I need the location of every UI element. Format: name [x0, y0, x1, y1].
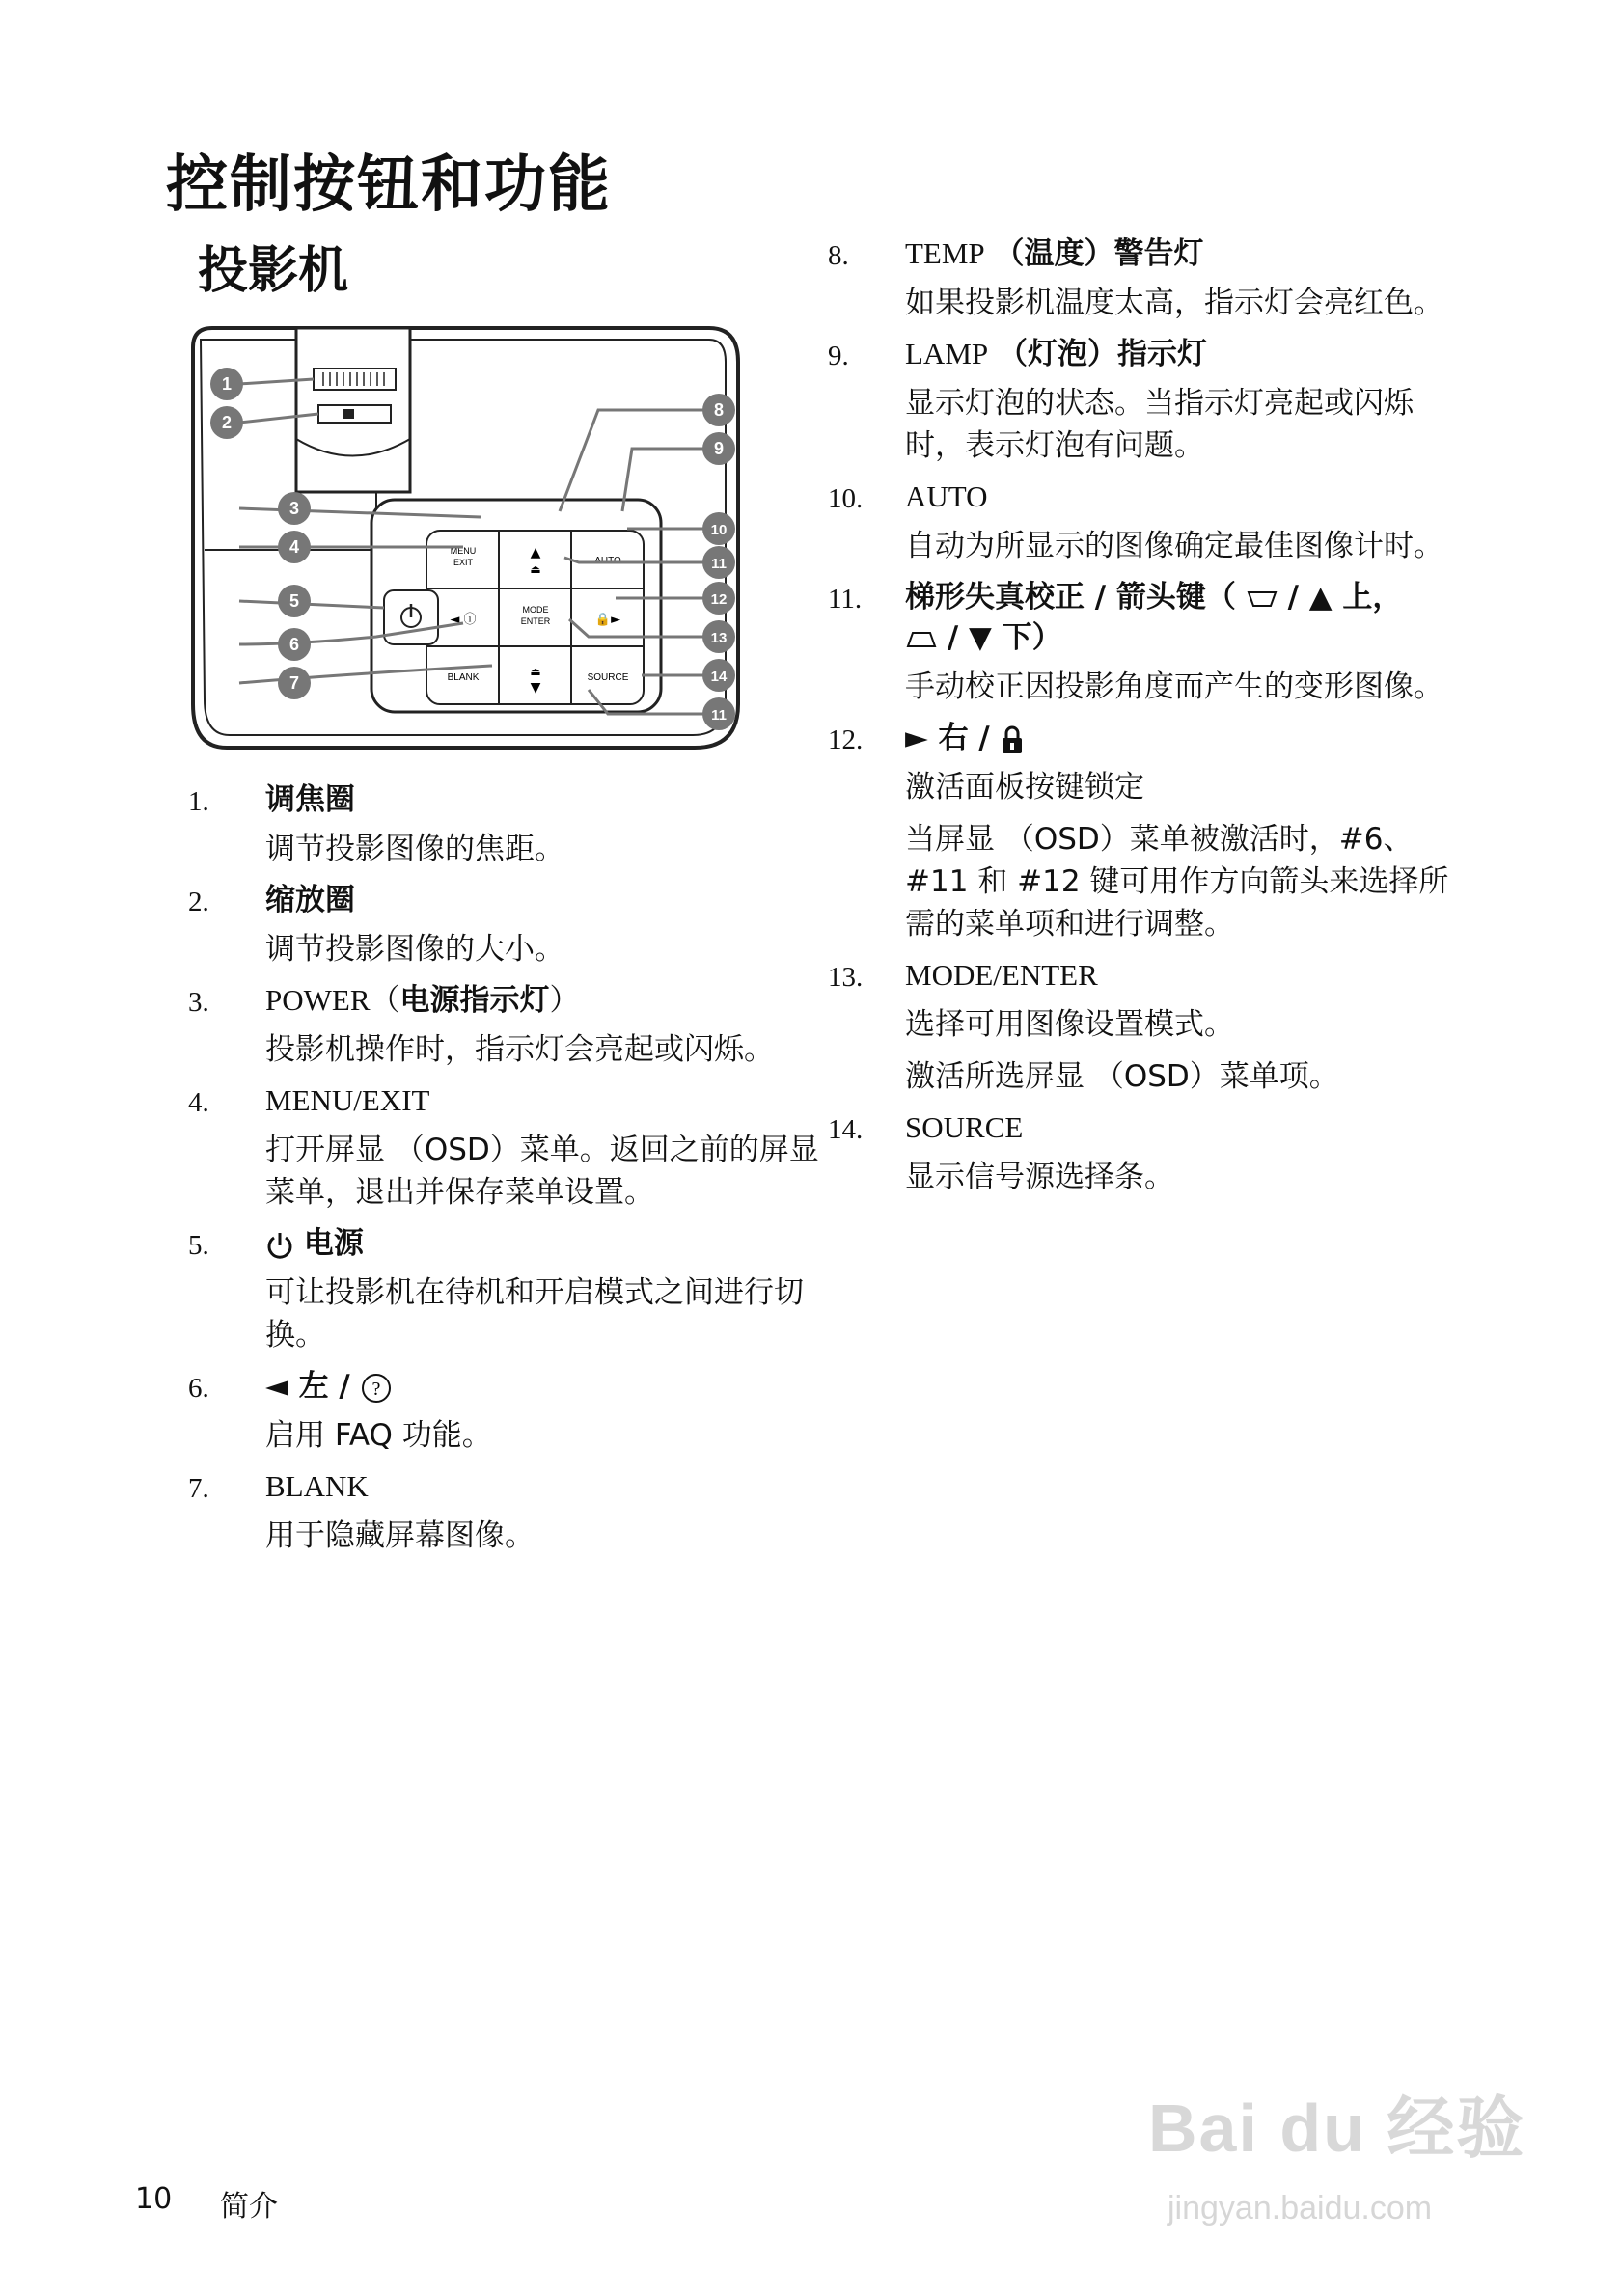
zoom-ring — [318, 405, 391, 423]
baidu-watermark — [1148, 2074, 1553, 2248]
left-column — [188, 779, 825, 1567]
auto-key-label: AUTO — [594, 556, 621, 566]
svg-text:▼: ▼ — [530, 680, 541, 696]
svg-text:11: 11 — [711, 556, 727, 572]
svg-text:4: 4 — [288, 537, 300, 557]
list-item: 8. TEMP （温度）警告灯 如果投影机温度太高，指示灯会亮红色。 — [828, 236, 1443, 320]
list-item: 13. MODE/ENTER 选择可用图像设置模式。 激活所选屏显 （OSD）菜单项。 — [828, 958, 1339, 1094]
keystone-up-icon — [1246, 588, 1278, 610]
svg-text:7: 7 — [288, 673, 300, 693]
menu-key-label: MENU — [450, 546, 477, 556]
lock-icon — [1000, 724, 1025, 755]
svg-text:9: 9 — [713, 439, 725, 458]
source-key-label: SOURCE — [587, 672, 629, 683]
svg-text:13: 13 — [710, 630, 728, 646]
list-item: 7. BLANK 用于隐藏屏幕图像。 — [188, 1469, 535, 1553]
svg-text:5: 5 — [288, 591, 300, 611]
svg-text:8: 8 — [713, 400, 725, 420]
svg-text:11: 11 — [711, 707, 727, 724]
list-item: 3. POWER（电源指示灯） 投影机操作时，指示灯会亮起或闪烁。 — [188, 983, 774, 1067]
svg-text:⏏: ⏏ — [530, 665, 541, 678]
list-item: 1. 调焦圈 调节投影图像的焦距。 — [188, 782, 564, 866]
watermark-url: jingyan.baidu.com — [1168, 2190, 1433, 2227]
keystone-down-icon — [905, 629, 938, 650]
svg-text:3: 3 — [288, 499, 300, 518]
power-icon — [265, 1231, 294, 1260]
svg-text:⏏: ⏏ — [530, 562, 541, 576]
svg-text:10: 10 — [710, 522, 728, 538]
section-title: 投影机 — [198, 242, 349, 300]
list-item: 2. 缩放圈 调节投影图像的大小。 — [188, 883, 564, 967]
right-column — [828, 233, 1465, 1208]
faq-help-icon — [360, 1372, 393, 1405]
list-item: 9. LAMP （灯泡）指示灯 显示灯泡的状态。当指示灯亮起或闪烁时，表示灯泡有问题。 — [828, 337, 1414, 463]
list-item: 12. ► 右 / 激活面板按键锁定 当屏显 （OSD）菜单被激活时，#6、#11 和 #12 键可用作方向箭头来选择所需的菜单项和进行调整。 — [828, 721, 1449, 942]
svg-text:◄ ⓘ: ◄ ⓘ — [450, 613, 477, 627]
svg-text:12: 12 — [710, 591, 728, 608]
list-item: 11. 梯形失真校正 / 箭头键（ / ▲ 上， / ▼ 下） 手动校正因投影角度而产生的变形图像。 — [828, 580, 1443, 704]
svg-text:2: 2 — [221, 413, 233, 432]
exit-key-label: EXIT — [453, 558, 474, 567]
footer-label: 简介 — [220, 2190, 278, 2224]
page-title: 控制按钮和功能 — [166, 150, 612, 221]
list-item: 6. ◄ 左 / ? 启用 FAQ 功能。 — [188, 1369, 492, 1453]
list-item: 10. AUTO 自动为所显示的图像确定最佳图像计时。 — [828, 479, 1443, 563]
svg-text:?: ? — [371, 1378, 381, 1400]
svg-text:6: 6 — [288, 635, 300, 654]
page-number: 10 — [135, 2182, 173, 2216]
svg-text:▲: ▲ — [530, 545, 541, 560]
svg-text:🔒►: 🔒► — [594, 613, 621, 627]
list-item: 5. 电源 可让投影机在待机和开启模式之间进行切换。 — [188, 1226, 804, 1353]
blank-key-label: BLANK — [447, 672, 480, 683]
svg-text:1: 1 — [221, 374, 233, 394]
mode-key-label: MODE — [522, 605, 549, 615]
watermark-logo: Bai du 经验 — [1148, 2091, 1526, 2166]
svg-text:14: 14 — [710, 669, 728, 685]
projector-diagram — [183, 318, 762, 752]
list-item: 14. SOURCE 显示信号源选择条。 — [828, 1110, 1174, 1194]
enter-key-label: ENTER — [520, 616, 551, 626]
list-item: 4. MENU/EXIT 打开屏显 （OSD）菜单。返回之前的屏显菜单，退出并保存菜单设置。 — [188, 1083, 819, 1210]
